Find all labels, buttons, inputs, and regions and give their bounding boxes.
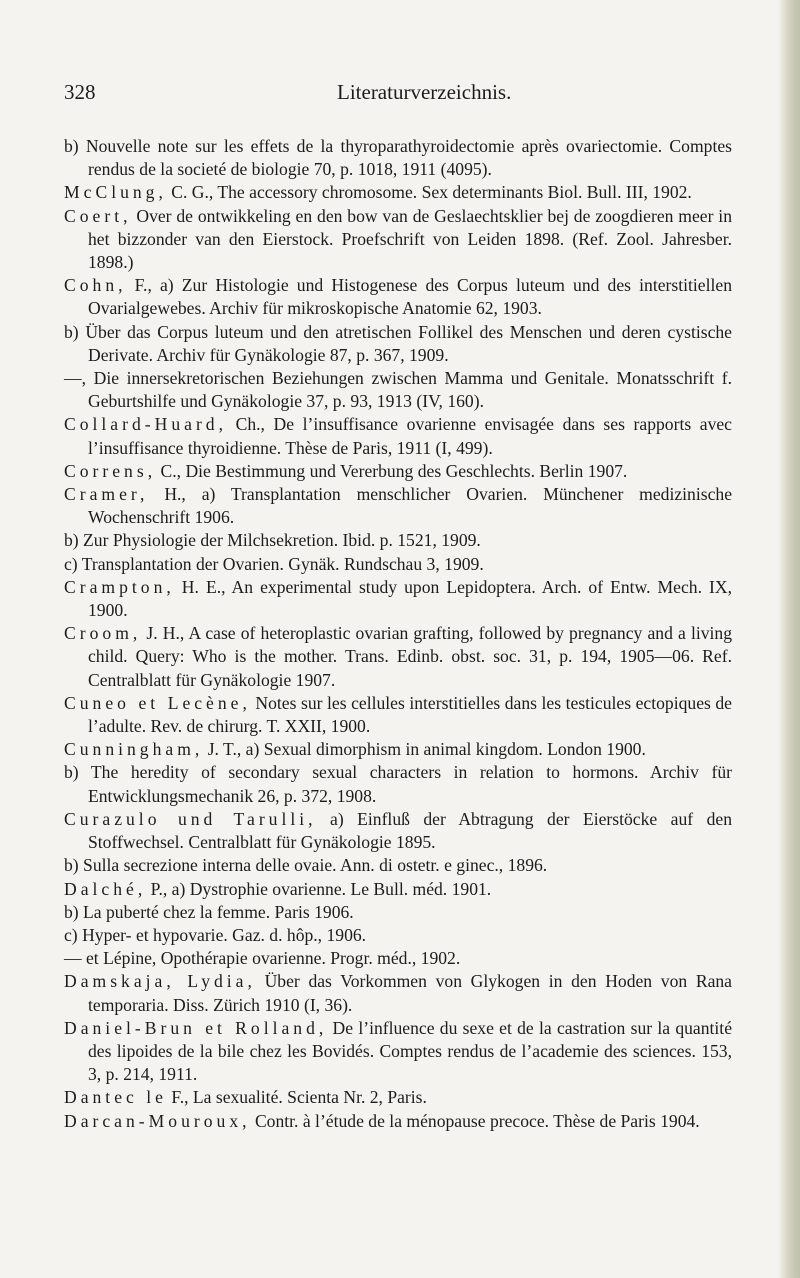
bib-entry: Crampton, H. E., An experimental study upon Lepidoptera. Arch. of Entw. Mech. IX, 1900.: [64, 576, 732, 621]
bib-entry: b) Sulla secrezione interna delle ovaie. Ann. di ostetr. e ginec., 1896.: [64, 855, 548, 876]
bib-entry: c) Hyper- et hypovarie. Gaz. d. hôp., 1906.: [64, 924, 367, 945]
bib-entry: Collard-Huard, Ch., De l’insuffisance ovarienne envisagée dans ses rapports avec l’insuffisance thyroidienne. Thèse de Paris, 1911 (I, 499).: [64, 414, 732, 458]
bib-entry: c) Transplantation der Ovarien. Gynäk. Rundschau 3, 1909.: [64, 553, 484, 574]
bib-entry: Cunningham, J. T., a) Sexual dimorphism in animal kingdom. London 1900.: [64, 739, 646, 760]
page-edge-shadow: [778, 0, 800, 1278]
bib-entry: — et Lépine, Opothérapie ovarienne. Progr. méd., 1902.: [64, 948, 461, 969]
bib-entry: Darcan-Mouroux, Contr. à l’étude de la ménopause precoce. Thèse de Paris 1904.: [64, 1110, 700, 1131]
bib-entry: Dantec le F., La sexualité. Scienta Nr. 2, Paris.: [64, 1087, 427, 1108]
bib-entry: b) Zur Physiologie der Milchsekretion. Ibid. p. 1521, 1909.: [64, 530, 481, 551]
bib-entry: McClung, C. G., The accessory chromosome. Sex determinants Biol. Bull. III, 1902.: [64, 182, 692, 203]
bib-entry: Coert, Over de ontwikkeling en den bow van de Geslaechtsklier bej de zoogdieren meer in het bizzonder van den Eierstock. Proefschrift von Leiden 1898. (Ref. Zool. Jahresber. 1898.): [64, 205, 732, 273]
bib-entry: Croom, J. H., A case of heteroplastic ovarian grafting, followed by pregnancy and a living child. Query: Who is the mother. Trans. Edinb. obst. soc. 31, p. 194, 1905—06. Ref. Centralblatt für Gynäkologie 1907.: [64, 623, 732, 690]
bib-entry: b) La puberté chez la femme. Paris 1906.: [64, 901, 354, 922]
bib-entry: Curazulo und Tarulli, a) Einfluß der Abtragung der Eierstöcke auf den Stoffwechsel. Centralblatt für Gynäkologie 1895.: [64, 808, 733, 853]
bib-entry: Damskaja, Lydia, Über das Vorkommen von Glykogen in den Hoden von Rana temporaria. Diss. Zürich 1910 (I, 36).: [64, 971, 732, 1015]
bibliography-list: [64, 135, 732, 1133]
bib-entry: b) Nouvelle note sur les effets de la thyroparathyroidectomie après ovariectomie. Comptes rendus de la societé de biologie 70, p. 1018, 1911 (4095).: [64, 136, 732, 180]
bib-entry: Cuneo et Lecène, Notes sur les cellules interstitielles dans les testicules ectopiques de l’adulte. Rev. de chirurg. T. XXII, 1900.: [64, 692, 732, 737]
page-number: 328: [64, 80, 96, 104]
bib-entry: b) Über das Corpus luteum und den atretischen Follikel des Menschen und deren cystische Derivate. Archiv für Gynäkologie 87, p. 367, 1909.: [64, 321, 732, 365]
running-title: Literaturverzeichnis.: [337, 80, 512, 104]
bib-entry: —, Die innersekretorischen Beziehungen zwischen Mamma und Genitale. Monatsschrift f. Geburtshilfe und Gynäkologie 37, p. 93, 1913 (IV, 160).: [64, 368, 732, 412]
bib-entry: Daniel-Brun et Rolland, De l’influence du sexe et de la castration sur la quantité des lipoides de la bile chez les Bovidés. Comptes rendus de l’academie des sciences. 153, 3, p. 214, 1911.: [64, 1017, 733, 1085]
page-header: [64, 80, 724, 110]
bib-entry: b) The heredity of secondary sexual characters in relation to hormons. Archiv für Entwicklungsmechanik 26, p. 372, 1908.: [64, 762, 732, 806]
bib-entry: Cohn, F., a) Zur Histologie und Histogenese des Corpus luteum und des interstitiellen Ovarialgewebes. Archiv für mikroskopische Anatomie 62, 1903.: [64, 275, 732, 319]
bib-entry: Cramer, H., a) Transplantation menschlicher Ovarien. Münchener medizinische Wochenschrift 1906.: [64, 484, 732, 528]
bib-entry: Correns, C., Die Bestimmung und Vererbung des Geschlechts. Berlin 1907.: [64, 460, 628, 481]
bib-entry: Dalché, P., a) Dystrophie ovarienne. Le Bull. méd. 1901.: [64, 878, 492, 899]
